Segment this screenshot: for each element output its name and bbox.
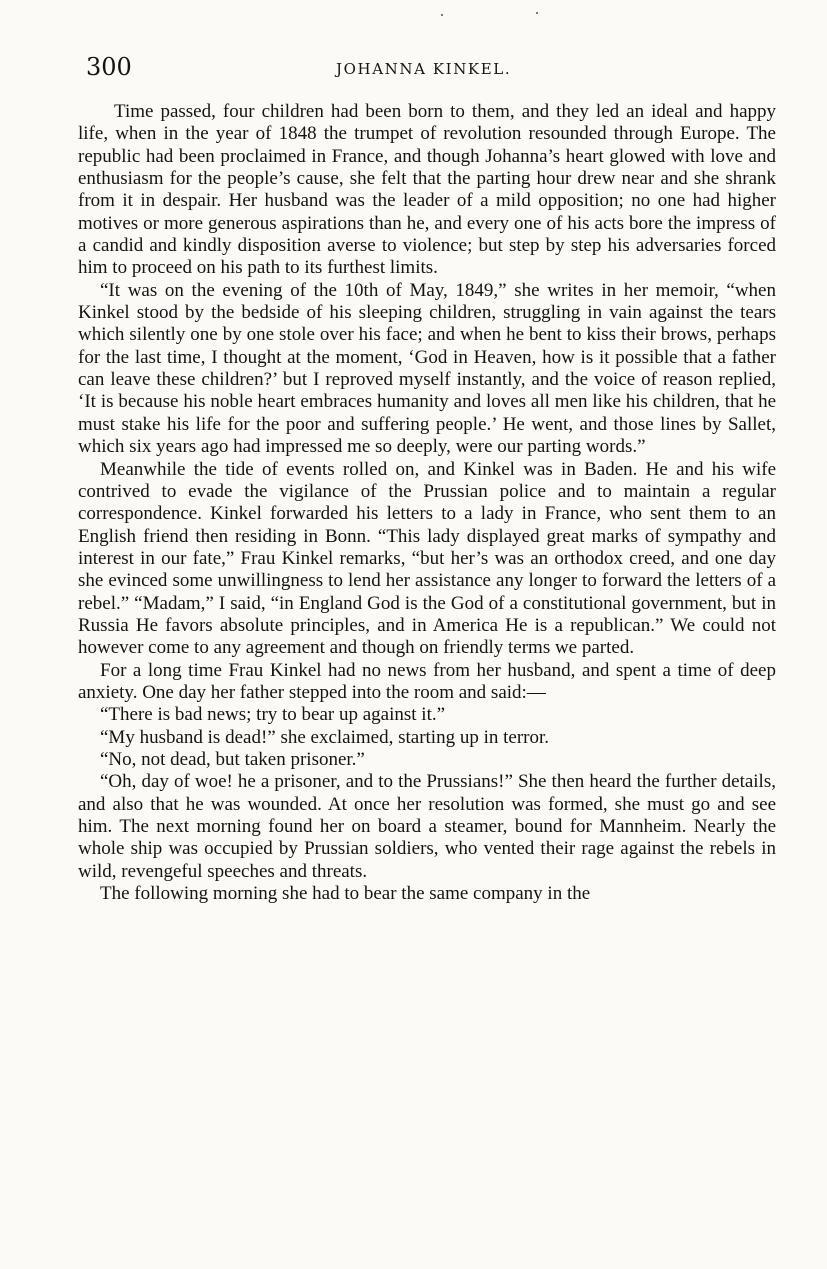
paragraph: Time passed, four children had been born to them, and they led an ideal and happy life, when in the year of 1848 the trumpet of revolution resounded through Europe. The republic had been proclaimed in France, and though Johanna’s heart glowed with love and enthusiasm for the people’s cause, she felt that the parting hour drew near and she shrank from it in despair. Her husband was the leader of a mild opposition; no one had higher motives or more generous aspirations than he, and every one of his acts bore the impress of a candid and kindly disposition averse to violence; but step by step his adversaries forced him to proceed on his path to its furthest limits. [78,101,776,279]
body-text [78,101,776,905]
paragraph: “No, not dead, but taken prisoner.” [100,748,365,770]
paragraph: Meanwhile the tide of events rolled on, and Kinkel was in Baden. He and his wife contrived to evade the vigilance of the Prussian police and to maintain a regular correspondence. Kinkel forwarded his letters to a lady in France, who sent them to an English friend then residing in Bonn. “This lady displayed great marks of sympathy and interest in our fate,” Frau Kinkel remarks, “but her’s was an orthodox creed, and one day she evinced some unwillingness to lend her assistance any longer to forward the letters of a rebel.” “Madam,” I said, “in England God is the God of a constitutional government, but in Russia He favors absolute principles, and in America He is a republican.” We could not however come to any agreement and though on friendly terms we parted. [78,458,776,659]
paper-speck [441,14,443,16]
paragraph: “Oh, day of woe! he a prisoner, and to the Prussians!” She then heard the further details, and also that he was wounded. At once her resolution was formed, she must go and see him. The next morning found her on board a steamer, bound for Mannheim. Nearly the whole ship was occupied by Prussian soldiers, who vented their rage against the rebels in wild, revengeful speeches and threats. [78,771,776,882]
running-title: JOHANNA KINKEL. [336,60,512,78]
paragraph: “My husband is dead!” she exclaimed, starting up in terror. [100,726,550,748]
page-number: 300 [86,53,132,81]
paragraph: For a long time Frau Kinkel had no news from her husband, and spent a time of deep anxiety. One day her father stepped into the room and said:— [78,659,776,703]
paragraph: “There is bad news; try to bear up against it.” [100,704,446,726]
paragraph: “It was on the evening of the 10th of May, 1849,” she writes in her memoir, “when Kinkel stood by the bedside of his sleeping children, struggling in vain against the tears which silently one by one stole over his face; and when he bent to kiss their brows, perhaps for the last time, I thought at the moment, ‘God in Heaven, how is it possible that a father can leave these children?’ but I reproved myself instantly, and the voice of reason replied, ‘It is because his noble heart embraces humanity and loves all men like his children, that he must stake his life for the poor and suffering people.’ He went, and those lines by Sallet, which six years ago had impressed me so deeply, were our parting words.” [78,279,776,458]
paragraph: The following morning she had to bear the same company in the [100,883,591,905]
paper-speck [536,12,538,14]
page-header [86,52,777,86]
